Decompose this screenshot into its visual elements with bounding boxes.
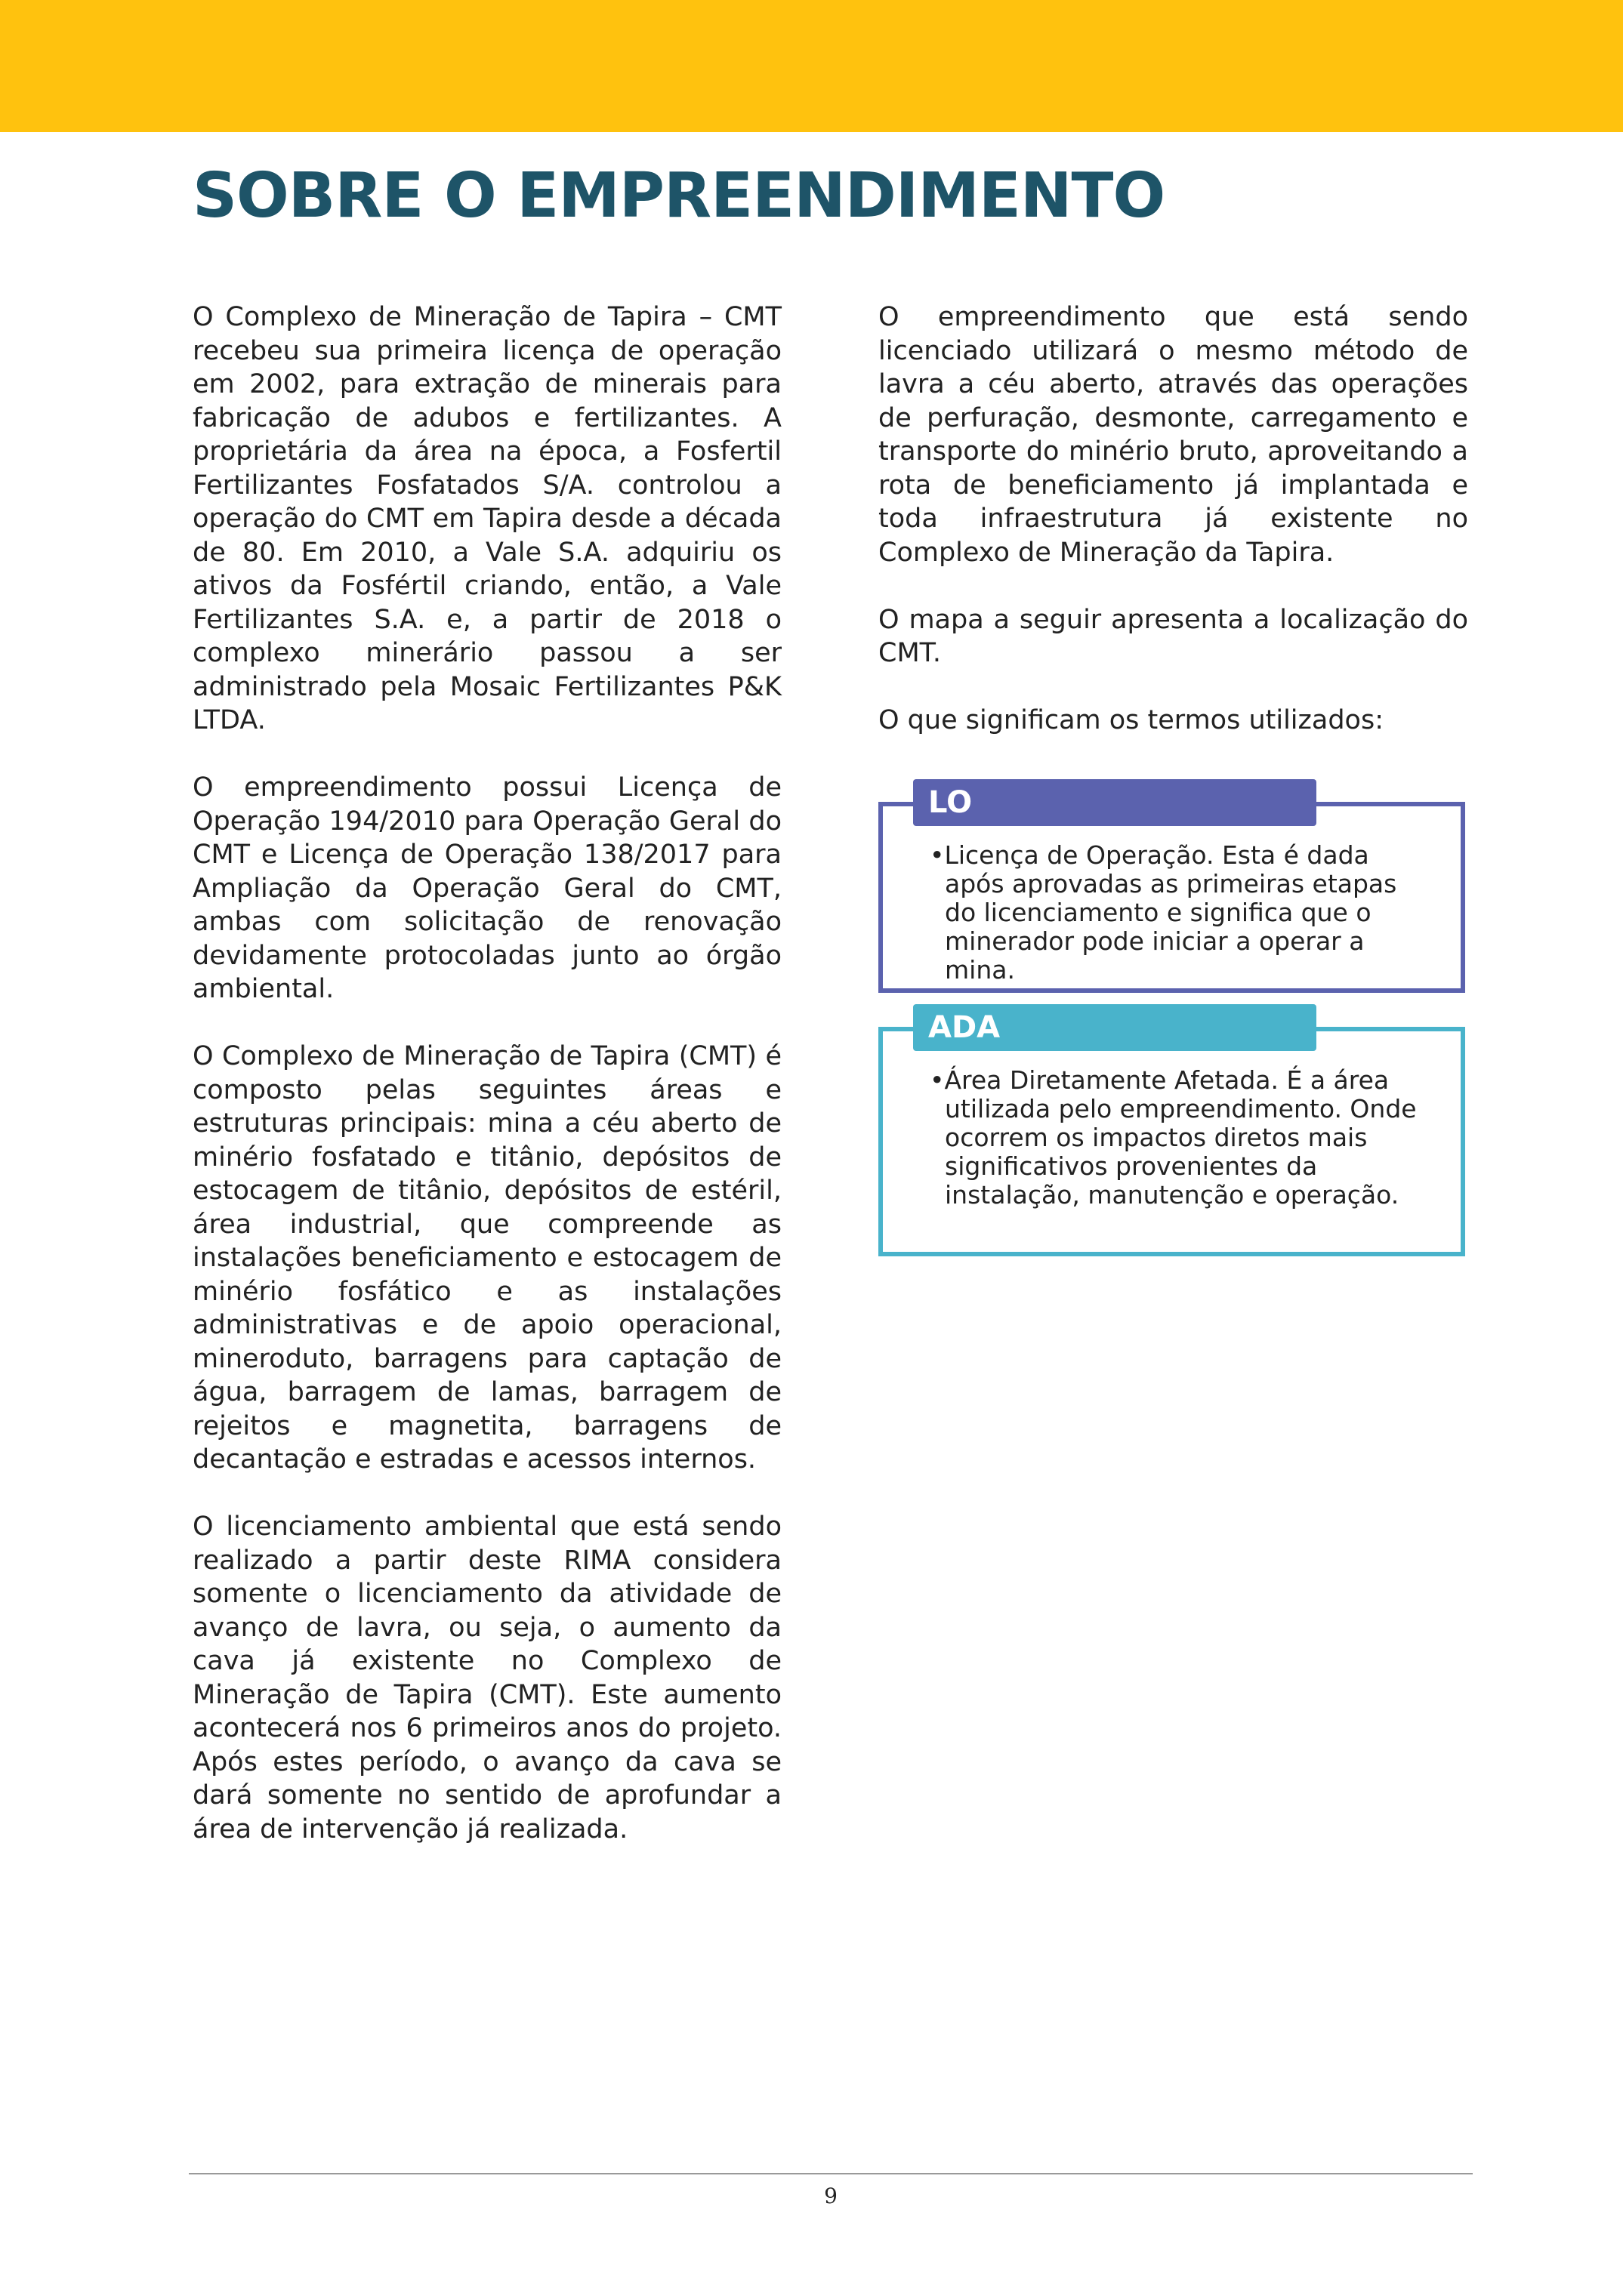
header-band bbox=[0, 0, 1623, 132]
paragraph-method: O empreendimento que está sendo licenciado utilizará o mesmo método de lavra a céu aberto, através das operações de perfuração, desmonte, carregamento e transporte do minério bruto, aproveitando a rota de beneficiamento já implantada e toda infraestrutura já existente no Complexo de Mineração da Tapira. bbox=[878, 302, 1468, 568]
right-column bbox=[878, 300, 1468, 771]
term-label: ADA bbox=[913, 1004, 1316, 1051]
footer-divider bbox=[189, 2173, 1473, 2174]
term-box-ada bbox=[878, 1004, 1465, 1256]
paragraph-licensing-scope: O licenciamento ambiental que está sendo realizado a partir deste RIMA considera somente o licenciamento da atividade de avanço de lavra, ou seja, o aumento da cava já existente no Complexo de Mineração de Tapira (CMT). Este aumento acontecerá nos 6 primeiros anos do projeto. Após estes período, o avanço da cava se dará somente no sentido de aprofundar a área de intervenção já realizada. bbox=[193, 1512, 782, 1845]
term-definition: •Área Diretamente Afetada. É a área utilizada pelo empreendimento. Onde ocorrem os impactos diretos mais significativos provenientes da instalação, manutenção e operação. bbox=[930, 1065, 1417, 1210]
left-column bbox=[193, 300, 782, 1880]
paragraph-history: O Complexo de Mineração de Tapira – CMT recebeu sua primeira licença de operação em 2002, para extração de minerais para fabricação de adubos e fertilizantes. A proprietária da área na época, a Fosfertil Fertilizantes Fosfatados S/A. controlou a operação do CMT em Tapira desde a década de 80. Em 2010, a Vale S.A. adquiriu os ativos da Fosfértil criando, então, a Vale Fertilizantes S.A. e, a partir de 2018 o complexo minerário passou a ser administrado pela Mosaic Fertilizantes P&K LTDA. bbox=[193, 302, 782, 735]
paragraph-licenses: O empreendimento possui Licença de Operação 194/2010 para Operação Geral do CMT e Licença de Operação 138/2017 para Ampliação da Operação Geral do CMT, ambas com solicitação de renovação devidamente protocoladas junto ao órgão ambiental. bbox=[193, 772, 782, 1004]
paragraph-terms-intro: O que significam os termos utilizados: bbox=[878, 705, 1384, 735]
term-definition: •Licença de Operação. Esta é dada após aprovadas as primeiras etapas do licenciamento e significa que o minerador pode iniciar a operar a mina. bbox=[930, 840, 1397, 985]
page-number: 9 bbox=[824, 2184, 838, 2208]
term-label: LO bbox=[913, 779, 1316, 826]
paragraph-map-intro: O mapa a seguir apresenta a localização do CMT. bbox=[878, 604, 1468, 668]
paragraph-structures: O Complexo de Mineração de Tapira (CMT) é composto pelas seguintes áreas e estruturas principais: mina a céu aberto de minério fosfatado e titânio, depósitos de estocagem de titânio, depósitos de estéril, área industrial, que compreende as instalações beneficiamento e estocagem de minério fosfático e as instalações administrativas e de apoio operacional, mineroduto, barragens para captação de água, barragem de lamas, barragem de rejeitos e magnetita, barragens de decantação e estradas e acessos internos. bbox=[193, 1041, 782, 1475]
page-title: SOBRE O EMPREENDIMENTO bbox=[193, 160, 1165, 232]
term-box-lo bbox=[878, 779, 1465, 993]
